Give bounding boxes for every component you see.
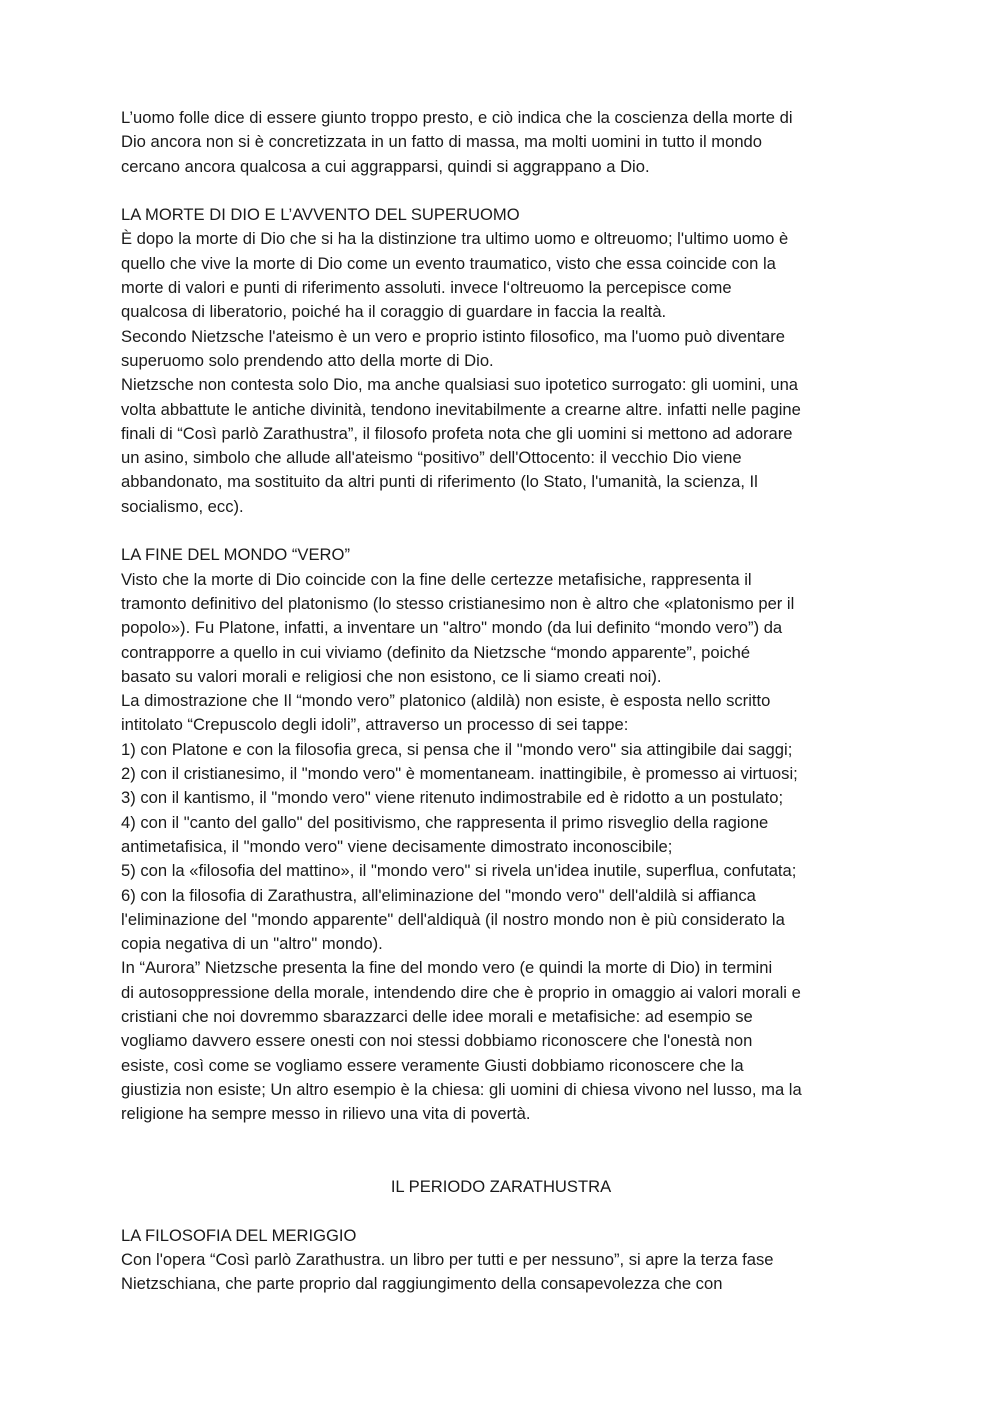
- list-item: 4) con il "canto del gallo" del positivismo, che rappresenta il primo risveglio della ragione: [121, 812, 769, 832]
- text-line: popolo»). Fu Platone, infatti, a inventare un "altro" mondo (da lui definito “mondo vero”) da: [121, 618, 783, 638]
- text-line: La dimostrazione che Il “mondo vero” platonico (aldilà) non esiste, è esposta nello scritto: [121, 691, 771, 711]
- text-line: giustizia non esiste; Un altro esempio è la chiesa: gli uomini di chiesa vivono nel lusso, ma la: [121, 1079, 802, 1099]
- section-heading: LA FILOSOFIA DEL MERIGGIO: [121, 1225, 357, 1245]
- section-fine-mondo-vero: [121, 543, 881, 1126]
- text-line: Visto che la morte di Dio coincide con la fine delle certezze metafisiche, rappresenta il: [121, 569, 752, 589]
- text-line: l'eliminazione del "mondo apparente" dell'aldiquà (il nostro mondo non è più considerato la: [121, 909, 785, 929]
- text-line: copia negativa di un "altro" mondo).: [121, 934, 383, 954]
- text-line: Nietzschiana, che parte proprio dal raggiungimento della consapevolezza che con: [121, 1274, 723, 1294]
- text-line: abbandonato, ma sostituito da altri punti di riferimento (lo Stato, l'umanità, la scienza, Il: [121, 472, 758, 492]
- text-line: L’uomo folle dice di essere giunto troppo presto, e ciò indica che la coscienza della morte di: [121, 108, 793, 127]
- text-line: superuomo solo prendendo atto della morte di Dio.: [121, 350, 494, 370]
- text-line: Nietzsche non contesta solo Dio, ma anche qualsiasi suo ipotetico surrogato: gli uomini, una: [121, 375, 799, 395]
- blank-line: [121, 1151, 881, 1175]
- text-line: esiste, così come se vogliamo essere veramente Giusti dobbiamo riconoscere che la: [121, 1055, 744, 1075]
- text-line: cercano ancora qualcosa a cui aggrapparsi, quindi si aggrappano a Dio.: [121, 156, 650, 176]
- text-line: socialismo, ecc).: [121, 496, 244, 516]
- blank-line: [121, 1126, 881, 1150]
- text-line: In “Aurora” Nietzsche presenta la fine del mondo vero (e quindi la morte di Dio) in termini: [121, 958, 773, 978]
- section-heading: LA MORTE DI DIO E L’AVVENTO DEL SUPERUOMO: [121, 205, 520, 225]
- text-line: cristiani che noi dovremmo sbarazzarci delle idee morali e metafisiche: ad esempio se: [121, 1006, 753, 1026]
- text-line: religione ha sempre messo in rilievo una vita di povertà.: [121, 1104, 531, 1124]
- text-line: volta abbattute le antiche divinità, tendono inevitabilmente a crearne altre. infatti nelle pagine: [121, 399, 801, 419]
- text-line: È dopo la morte di Dio che si ha la distinzione tra ultimo uomo e oltreuomo; l'ultimo uomo è: [121, 229, 789, 249]
- section-morte-di-dio: [121, 203, 881, 519]
- text-line: intitolato “Crepuscolo degli idoli”, attraverso un processo di sei tappe:: [121, 715, 629, 735]
- list-item: 6) con la filosofia di Zarathustra, all'eliminazione del "mondo vero" dell'aldilà si affianca: [121, 885, 756, 905]
- text-line: antimetafisica, il "mondo vero" viene decisamente dimostrato inconoscibile;: [121, 836, 673, 856]
- text-line: morte di valori e punti di riferimento assoluti. invece l‘oltreuomo la percepisce come: [121, 278, 732, 298]
- text-line: basato su valori morali e religiosi che non esistono, ce li siamo creati noi).: [121, 666, 662, 686]
- text-line: Dio ancora non si è concretizzata in un fatto di massa, ma molti uomini in tutto il mondo: [121, 132, 763, 152]
- text-line: vogliamo davvero essere onesti con noi stessi dobbiamo riconoscere che l'onestà non: [121, 1031, 753, 1051]
- list-item: 5) con la «filosofia del mattino», il "mondo vero" si rivela un'idea inutile, superflua, confutata;: [121, 861, 797, 881]
- text-line: un asino, simbolo che allude all'ateismo “positivo” dell'Ottocento: il vecchio Dio viene: [121, 448, 742, 468]
- blank-line: [121, 1199, 881, 1223]
- blank-line: [121, 179, 881, 203]
- text-line: di autosoppressione della morale, intendendo dire che è proprio in omaggio ai valori morali e: [121, 982, 801, 1002]
- document-page: [121, 106, 881, 1297]
- list-item: 1) con Platone e con la filosofia greca, si pensa che il "mondo vero" sia attingibile dai saggi;: [121, 739, 793, 759]
- section-filosofia-meriggio: [121, 1224, 881, 1297]
- text-line: quello che vive la morte di Dio come un evento traumatico, visto che essa coincide con la: [121, 253, 776, 273]
- section-heading: LA FINE DEL MONDO “VERO”: [121, 545, 350, 565]
- text-line: qualcosa di liberatorio, poiché ha il coraggio di guardare in faccia la realtà.: [121, 302, 667, 322]
- blank-line: [121, 519, 881, 543]
- text-line: contrapporre a quello in cui viviamo (definito da Nietzsche “mondo apparente”, poiché: [121, 642, 751, 662]
- list-item: 3) con il kantismo, il "mondo vero" viene ritenuto indimostrabile ed è ridotto a un postulato;: [121, 788, 784, 808]
- text-line: Secondo Nietzsche l'ateismo è un vero e proprio istinto filosofico, ma l'uomo può diventare: [121, 326, 785, 346]
- text-line: finali di “Così parlò Zarathustra”, il filosofo profeta nota che gli uomini si mettono ad adorare: [121, 423, 793, 443]
- list-item: 2) con il cristianesimo, il "mondo vero" è momentaneam. inattingibile, è promesso ai virtuosi;: [121, 764, 798, 784]
- text-line: Con l'opera “Così parlò Zarathustra. un libro per tutti e per nessuno”, si apre la terza fase: [121, 1249, 774, 1269]
- chapter-title: IL PERIODO ZARATHUSTRA: [390, 1177, 612, 1197]
- intro-paragraph: [121, 106, 881, 179]
- text-line: tramonto definitivo del platonismo (lo stesso cristianesimo non è altro che «platonismo per il: [121, 593, 795, 613]
